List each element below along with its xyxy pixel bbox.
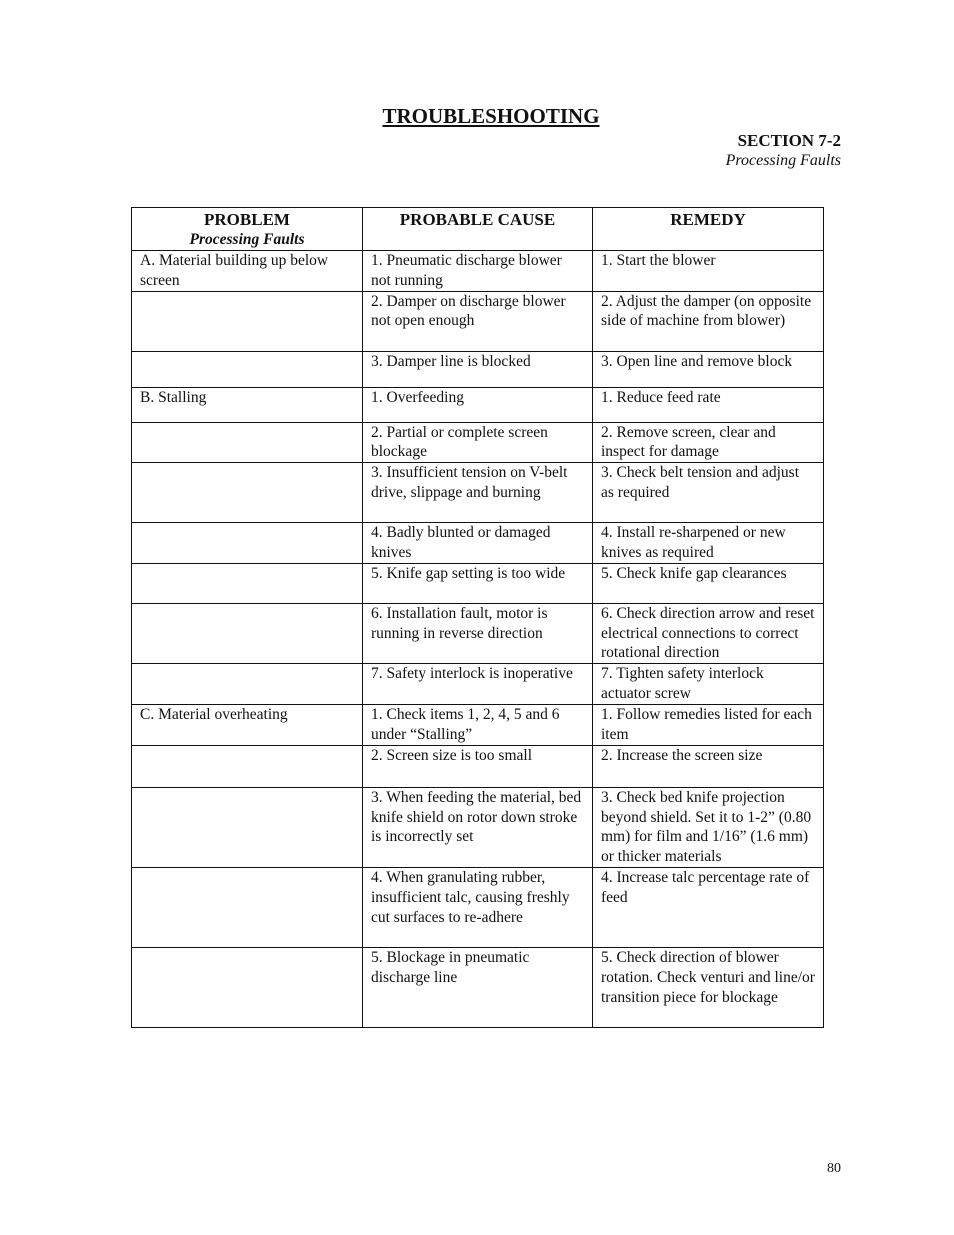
problem-cell xyxy=(132,351,363,387)
remedy-cell: 3. Open line and remove block xyxy=(593,351,824,387)
page-number: 80 xyxy=(827,1161,841,1176)
remedy-cell: 1. Reduce feed rate xyxy=(593,387,824,422)
remedy-cell: 1. Start the blower xyxy=(593,251,824,292)
page-title: TROUBLESHOOTING xyxy=(382,104,600,128)
table-row xyxy=(132,867,824,947)
troubleshooting-table xyxy=(131,207,824,1028)
cause-cell: 6. Installation fault, motor is running in reverse direction xyxy=(363,603,593,663)
remedy-cell: 5. Check direction of blower rotation. Check venturi and line/or transition piece for blockage xyxy=(593,947,824,1027)
column-header-problem xyxy=(132,208,363,251)
cause-cell: 3. Damper line is blocked xyxy=(363,351,593,387)
problem-cell xyxy=(132,664,363,705)
table-row xyxy=(132,523,824,564)
remedy-cell: 5. Check knife gap clearances xyxy=(593,563,824,603)
cause-cell: 2. Screen size is too small xyxy=(363,745,593,787)
cause-cell: 3. When feeding the material, bed knife shield on rotor down stroke is incorrectly set xyxy=(363,787,593,867)
table-row xyxy=(132,603,824,663)
problem-cell xyxy=(132,563,363,603)
problem-cell: C. Material overheating xyxy=(132,704,363,745)
remedy-cell: 7. Tighten safety interlock actuator screw xyxy=(593,664,824,705)
table-row xyxy=(132,463,824,523)
section-subtitle: Processing Faults xyxy=(725,152,841,169)
problem-cell xyxy=(132,787,363,867)
problem-cell xyxy=(132,422,363,463)
table-header-row xyxy=(132,208,824,251)
table-row xyxy=(132,563,824,603)
cause-cell: 1. Overfeeding xyxy=(363,387,593,422)
cause-cell: 4. Badly blunted or damaged knives xyxy=(363,523,593,564)
column-header-cause: PROBABLE CAUSE xyxy=(363,208,593,251)
table-row xyxy=(132,351,824,387)
remedy-cell: 1. Follow remedies listed for each item xyxy=(593,704,824,745)
cause-cell: 2. Partial or complete screen blockage xyxy=(363,422,593,463)
table-row xyxy=(132,947,824,1027)
remedy-cell: 3. Check belt tension and adjust as required xyxy=(593,463,824,523)
remedy-cell: 4. Increase talc percentage rate of feed xyxy=(593,867,824,947)
problem-cell xyxy=(132,745,363,787)
table-row xyxy=(132,787,824,867)
problem-cell: B. Stalling xyxy=(132,387,363,422)
problem-cell xyxy=(132,867,363,947)
cause-cell: 4. When granulating rubber, insufficient talc, causing freshly cut surfaces to re-adhere xyxy=(363,867,593,947)
table-row xyxy=(132,387,824,422)
problem-cell xyxy=(132,603,363,663)
table-row xyxy=(132,704,824,745)
table-row xyxy=(132,664,824,705)
remedy-cell: 4. Install re-sharpened or new knives as required xyxy=(593,523,824,564)
cause-cell: 1. Pneumatic discharge blower not running xyxy=(363,251,593,292)
table-row xyxy=(132,422,824,463)
table-row xyxy=(132,745,824,787)
cause-cell: 7. Safety interlock is inoperative xyxy=(363,664,593,705)
table-row xyxy=(132,251,824,292)
cause-cell: 5. Knife gap setting is too wide xyxy=(363,563,593,603)
remedy-cell: 2. Adjust the damper (on opposite side of machine from blower) xyxy=(593,291,824,351)
column-header-problem-label: PROBLEM xyxy=(204,210,290,229)
problem-cell xyxy=(132,523,363,564)
problem-cell: A. Material building up below screen xyxy=(132,251,363,292)
problem-cell xyxy=(132,463,363,523)
cause-cell: 3. Insufficient tension on V-belt drive, slippage and burning xyxy=(363,463,593,523)
column-header-remedy: REMEDY xyxy=(593,208,824,251)
cause-cell: 1. Check items 1, 2, 4, 5 and 6 under “Stalling” xyxy=(363,704,593,745)
remedy-cell: 3. Check bed knife projection beyond shield. Set it to 1-2” (0.80 mm) for film and 1/16” (1.6 mm) or thicker materials xyxy=(593,787,824,867)
remedy-cell: 2. Increase the screen size xyxy=(593,745,824,787)
section-label: SECTION 7-2 xyxy=(737,131,841,150)
problem-cell xyxy=(132,947,363,1027)
problem-cell xyxy=(132,291,363,351)
cause-cell: 5. Blockage in pneumatic discharge line xyxy=(363,947,593,1027)
table-row xyxy=(132,291,824,351)
remedy-cell: 2. Remove screen, clear and inspect for damage xyxy=(593,422,824,463)
table-body xyxy=(132,251,824,1028)
remedy-cell: 6. Check direction arrow and reset electrical connections to correct rotational direction xyxy=(593,603,824,663)
cause-cell: 2. Damper on discharge blower not open enough xyxy=(363,291,593,351)
column-header-problem-subtitle: Processing Faults xyxy=(189,230,305,248)
